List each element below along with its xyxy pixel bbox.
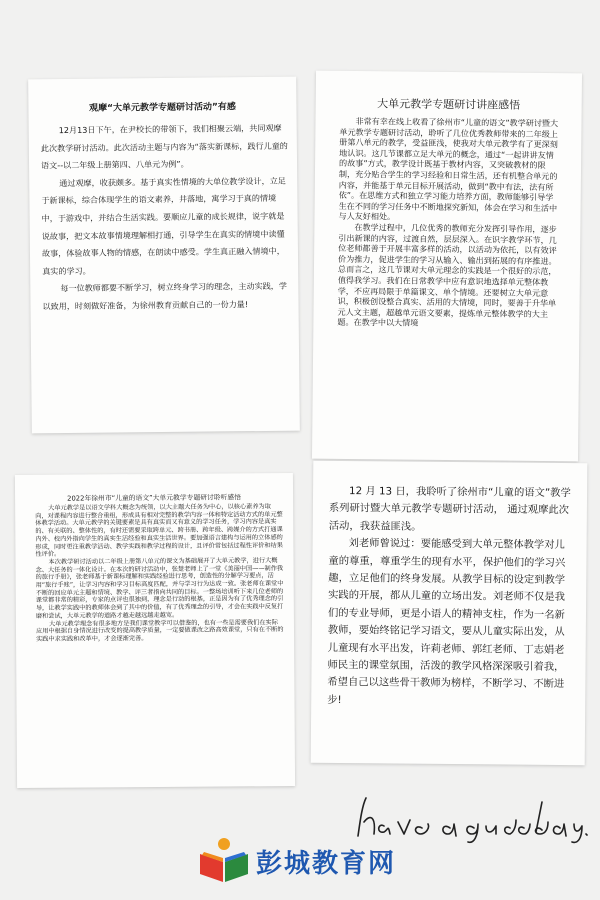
reflection-sheet-2: [312, 71, 582, 462]
sheet-2-title: 大单元教学专题研讨讲座感悟: [377, 97, 521, 112]
sheet-1-paragraph: 通过观摩，收获颇多。基于真实性情境的大单位教学设计，立足于新课标，综合体现学生的语文素养，井落地，寓学习于真的情境中，于游戏中，并结合生活实践。要顺应儿童的成长规律，说字就是说故事，把文本故事情境理解相打通，引导学生在真实的情境中读懂故事，体验故事人物的情感，在朗读中感受。学生真正融入情境中，真实的学习。: [41, 175, 286, 277]
sheet-3-title: 2022年徐州市“儿童的语文”大单元教学专题研讨聆听感悟: [67, 493, 242, 503]
sheet-2-paragraph: 非常有幸在线上收看了徐州市“儿童的语文”教学研讨暨大单元教学专题研讨活动，聆听了几位优秀教师带来的二年级上册第八单元的教学，受益匪浅，使我对大单元教学有了更深刻地认识。这几节课都立足大单元的概念，通过“一起讲讲友情的故事”方式，教学设计既基于教材内容，又突破教材的限制，充分贴合学生的学习经验和日常生活，还有机整合单元的内容，并能基于单元目标开展活动，做到“教中有法，法有所依”。在思维方式和独立学习能力培养方面，教师能够引导学生在不同的学习任务中不断地探究新知，体会在学习和生活中与人友好相处。: [338, 116, 559, 222]
sheet-3-paragraph: 本次教学研讨活动以二年级上册第八单元的课文为基础展开了大单元教学，进行大概念、大任务的一体化设计。在本次的研讨活动中，张楚老师上了一堂《美丽中国——制作我的旅行手册》，张老师基于新课标理解和实践经验进行思考，创造性的分解学习要点，活用“旅行手账”，让学习内容和学习目标高度匹配，并与学习行为达成一致。张老师在课堂中不断的回应单元主题和情境、教学、评三者指向共同的目标。一整场培训听下来几位老师的课堂都非常的精彩，专家的点评也很独到，理念是行动的根基，正是因为有了优秀理念的引导，让教学实践中的教师体会到了其中的价值，有了优秀理念的引导，才会在实践中反复打磨和尝试，大单元教学的道路才越走越远越走越宽。: [35, 557, 284, 620]
sheet-4-paragraph: 刘老师曾说过：要能感受到大单元整体教学对儿童的尊重，尊重学生的现有水平，保护他们的学习兴趣，立足他们的终身发展。从教学目标的设定到教学实践的开展，都从儿童的立场出发。刘老师不仅是我们的专业导师，更是小语人的精神支柱，作为一名新教师，要始终铭记学习语文，要从儿童实际出发，从儿童现有水平出发，许莉老师、郭红老师、丁志娟老师民主的课堂氛围，活泼的教学风格深深吸引着我，希望自己以这些骨干教师为榜样，不断学习、不断进步!: [327, 537, 566, 706]
sheet-2-paragraph: 在教学过程中，几位优秀的教师充分发挥引导作用，逐步引出新课的内容，过渡自然，层层深入。在识字教学环节，几位老师都善于开展丰富多样的活动，以活动为依托，以有效评价为推力，促进学生的学习从输入、输出到拓展的有序推进。总而言之，这几节课对大单元理念的实践是一个很好的示范，值得我学习。我们在日常教学中应有意识地选择单元整体教学，不应再局限于单篇课文、单个情境。还要树立大单元意识，积极创设整合真实、活用的大情境，同时，要善于升华单元人文主题，超越单元语文要素，提炼单元整体教学的大主题。在教学中以大情境: [337, 221, 557, 328]
brand-name: 彭城教育网: [256, 849, 397, 879]
reflection-sheet-1: [28, 77, 300, 434]
sheet-1-paragraph: 每一位教师都要不断学习，树立终身学习的理念，主动实践，学以致用，时刻做好准备，为徐州教育贡献自己的一份力量!: [42, 281, 288, 312]
reflection-sheet-4: [311, 461, 588, 765]
sheet-3-paragraph: 大单元教学理念有很多地方是我们课堂教学可以借鉴的，也有一些是需要我们在实际应用中根据自身情况进行改变的提高教学质量，一定要做课改之路高效课堂，只有在不断的实践中求实践和改革中，才会逐渐完善。: [35, 618, 284, 643]
sheet-3-paragraph: 大单元教学是以语文学科大概念为统领，以大主题大任务为中心，以核心素养为取向，对课程内容进行整合重组，形成具有相对完整的教学内容一体和特定活动方式的单元整体教学活动。大单元教学的关键要素是具有真实而又有意义的学习任务，学习内容是真实的、有关联的、整体性的，有时还需要采取跨单元、跨书册、跨年级、跨媒介的方式打通课内外、校内外指向学生的真实生活经验和真实生活世界。要加强语言建构与运用的立体感的形成，同时更注重教学活动、教学实践和教学过程的设计，且评价常包括过程性评价和结果性评价。: [35, 503, 283, 559]
sheet-1-paragraph: 12月13日下午，在尹校长的带领下，我们相聚云端，共同观摩此次教学研讨活动。此次活动主题与内容为“落实新课标，践行儿童的语文--以二年级上册第四、八单元为例”。: [40, 122, 288, 171]
sheet-4-paragraph: 12 月 13 日，我聆听了徐州市“儿童的语文”教学系列研讨暨大单元教学专题研讨活动， 通过观摩此次活动，我获益匪浅。: [328, 485, 571, 533]
open-book-logo-icon: [196, 836, 252, 884]
reflection-sheet-3: [15, 473, 295, 788]
sheet-1-title: 观摩“大单元教学专题研讨活动”有感: [88, 102, 236, 114]
